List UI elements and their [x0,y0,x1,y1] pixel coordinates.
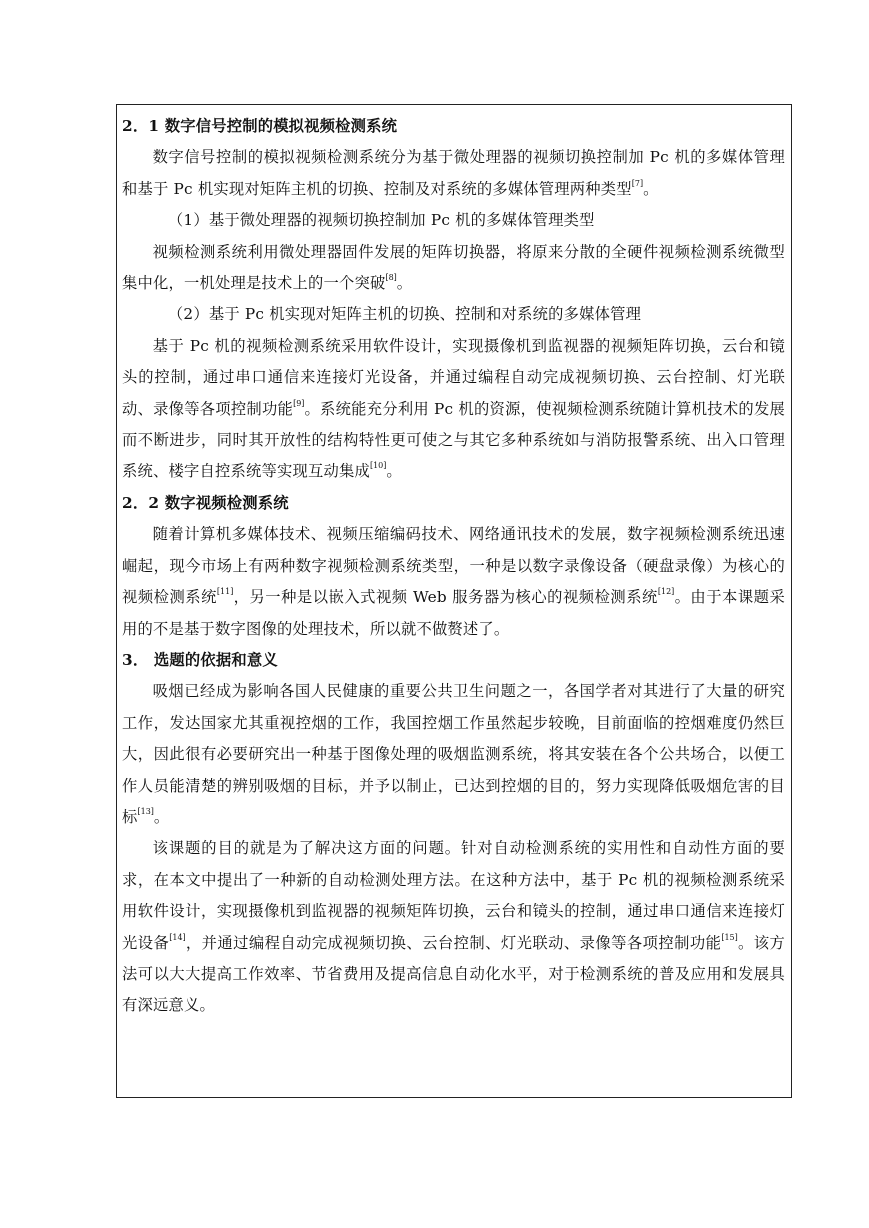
paragraph-text: 数字信号控制的模拟视频检测系统分为基于微处理器的视频切换控制加 Pc 机的多媒体管理和基于 Pc 机实现对矩阵主机的切换、控制及对系统的多媒体管理两种类型 [122,148,785,198]
paragraph-text: ，另一种是以嵌入式视频 Web 服务器为核心的视频检测系统 [233,588,658,607]
paragraph-text: ，并通过编程自动完成视频切换、云台控制、灯光联动、录像等各项控制功能 [185,933,722,952]
citation-ref: [11] [216,587,234,597]
paragraph [122,331,785,488]
paragraph [122,833,785,1021]
list-item-heading: （2）基于 Pc 机实现对矩阵主机的切换、控制和对系统的多媒体管理 [167,305,642,324]
list-item-heading: （1）基于微处理器的视频切换控制加 Pc 机的多媒体管理类型 [167,211,595,230]
paragraph-text: 。系统能充分利用 Pc 机的资源，使视频检测系统随计算机技术的发展而不断进步，同时其开放性的结构特性更可使之与其它多种系统如与消防报警系统、出入口管理系统、楼字自控系统等实现互动集成 [122,399,785,481]
paragraph [122,519,785,645]
paragraph-tail: 。 [153,807,170,826]
paragraph-text: 视频检测系统利用微处理器固件发展的矩阵切换器，将原来分散的全硬件视频检测系统微型集中化，一机处理是技术上的一个突破 [122,242,785,293]
section-heading-2-2: 2．2 数字视频检测系统 [122,493,289,512]
paragraph [122,676,785,833]
citation-ref: [9] [293,398,305,408]
paragraph-text: 随着计算机多媒体技术、视频压缩编码技术、网络通讯技术的发展，数字视频检测系统迅速崛起，现今市场上有两种数字视频检测系统类型，一种是以数字录像设备（硬盘录像）为核心的视频检测系统 [122,525,785,607]
paragraph-tail: 。 [386,462,402,481]
citation-ref: [15] [721,932,738,942]
paragraph-text: 基于 Pc 机的视频检测系统采用软件设计，实现摄像机到监视器的视频矩阵切换，云台和镜头的控制，通过串口通信来连接灯光设备，并通过编程自动完成视频切换、云台控制、灯光联动、录像等各项控制功能 [122,336,785,418]
paragraph-text: 该课题的目的就是为了解决这方面的问题。针对自动检测系统的实用性和自动性方面的要求，在本文中提出了一种新的自动检测处理方法。在这种方法中，基于 Pc 机的视频检测系统采用软件设计，实现摄像机到监视器的视频矩阵切换，云台和镜头的控制，通过串口通信来连接灯光设备 [122,839,785,952]
paragraph-tail: 。 [396,274,413,293]
section-heading-2-1: 2．1 数字信号控制的模拟视频检测系统 [122,117,398,135]
document-content [122,111,785,1022]
document-frame [116,104,792,1098]
citation-ref: [8] [385,273,397,283]
citation-ref: [10] [369,461,387,471]
paragraph-text: 吸烟已经成为影响各国人民健康的重要公共卫生问题之一，各国学者对其进行了大量的研究工作，发达国家尤其重视控烟的工作，我国控烟工作虽然起步较晚，目前面临的控烟难度仍然巨大，因此很有必要研究出一种基于图像处理的吸烟监测系统，将其安装在各个公共场合，以便工作人员能清楚的辨别吸烟的目标，并予以制止，已达到控烟的目的，努力实现降低吸烟危害的目标 [122,682,785,826]
citation-ref: [14] [169,932,186,942]
paragraph [122,142,785,205]
section-heading-3: 3． 选题的依据和意义 [122,650,278,669]
paragraph-tail: 。由于本课题采用的不是基于数字图像的处理技术，所以就不做赘述了。 [122,588,785,638]
paragraph-tail: 。 [643,179,659,198]
citation-ref: [7] [631,178,644,188]
citation-ref: [13] [137,806,154,816]
citation-ref: [12] [657,587,675,597]
paragraph [122,237,785,300]
paragraph-tail: 。该方法可以大大提高工作效率、节省费用及提高信息自动化水平，对于检测系统的普及应用和发展具有深远意义。 [122,933,785,1015]
